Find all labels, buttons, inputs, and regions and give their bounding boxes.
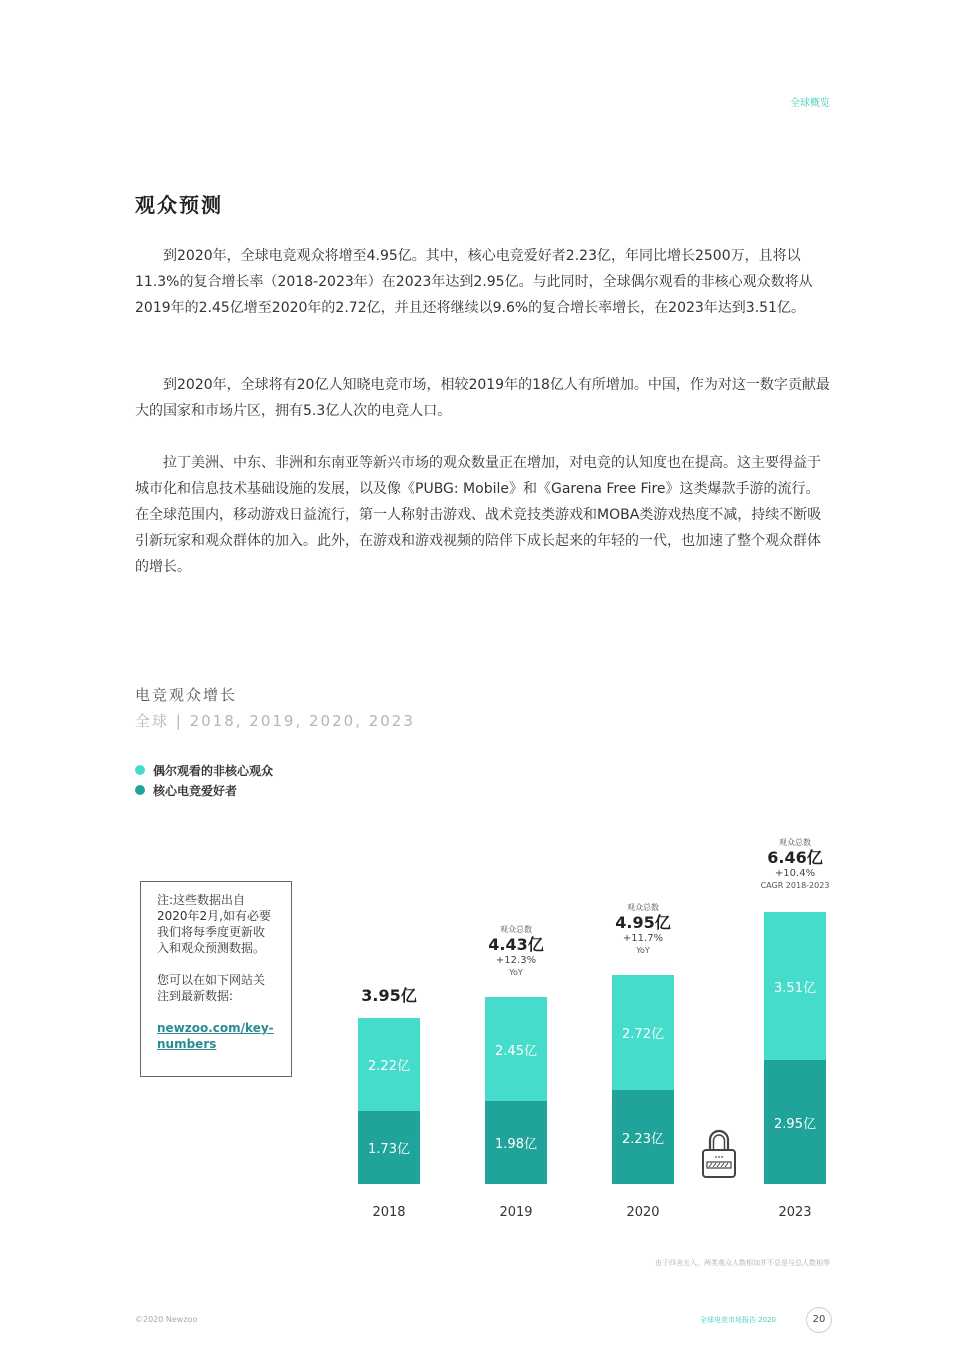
total-growth: +10.4% (774, 868, 816, 879)
bar-segment-casual: 2.22亿 (358, 1018, 420, 1111)
bar-segment-casual: 3.51亿 (764, 912, 826, 1060)
bar-segment-core: 2.95亿 (764, 1060, 826, 1184)
chart-subtitle: 全球 | 2018, 2019, 2020, 2023 (135, 712, 415, 730)
note-text-1: 注:这些数据出自2020年2月,如有必要我们将每季度更新收入和观众预测数据。 (157, 893, 271, 955)
note-text-2: 您可以在如下网站关注到最新数据: (157, 973, 266, 1003)
bar-2023 (764, 912, 826, 1184)
total-caption: 观众总数 (779, 838, 811, 847)
total-caption: 观众总数 (627, 903, 659, 912)
bar-segment-core: 2.23亿 (612, 1090, 674, 1184)
total-note: YoY (509, 968, 523, 977)
total-growth: +11.7% (622, 933, 664, 944)
paragraph-2: 到2020年，全球将有20亿人知晓电竞市场，相较2019年的18亿人有所增加。中国，作为对这一数字贡献最大的国家和市场片区，拥有5.3亿人次的电竞人口。 (135, 377, 830, 419)
total-2019 (461, 924, 571, 978)
legend-label-casual: 偶尔观看的非核心观众 (153, 763, 274, 778)
legend-dot-casual-icon (135, 765, 145, 775)
total-growth: +12.3% (495, 955, 537, 966)
total-note: CAGR 2018-2023 (760, 881, 830, 890)
bar-segment-casual: 2.72亿 (612, 975, 674, 1090)
section-tag: 全球概览 (790, 98, 830, 109)
footer-report-name: 全球电竞市场报告 2020 (699, 1316, 776, 1324)
footer-copyright: ©2020 Newzoo (135, 1315, 198, 1324)
newzoo-key-numbers-link[interactable]: newzoo.com/key-numbers (157, 1021, 274, 1051)
total-2023 (740, 837, 850, 891)
paragraph-1: 到2020年，全球电竞观众将增至4.95亿。其中，核心电竞爱好者2.23亿，年同比增长2500万，且将以11.3%的复合增长率（2018-2023年）在2023年达到2.95亿。与此同时，全球偶尔观看的非核心观众数将从2019年的2.45亿增至2020年的2.72亿，并且还将继续以9.6%的复合增长率增长，在2023年达到3.51亿。 (135, 248, 813, 316)
legend-item-casual (135, 760, 273, 780)
chart-legend (135, 760, 273, 800)
total-note: YoY (636, 946, 650, 955)
total-value: 4.43亿 (488, 935, 544, 954)
chart-footnote: 由于四舍五入，两类观众人数相加并不总是与总人数相等 (655, 1259, 830, 1267)
paragraph-3: 拉丁美洲、中东、非洲和东南亚等新兴市场的观众数量正在增加，对电竞的认知度也在提高。这主要得益于城市化和信息技术基础设施的发展，以及像《PUBG: Mobile》和《Garena Free Fire》这类爆款手游的流行。在全球范围内，移动游戏日益流行，第一人称射击游戏、战术竞技类游戏和MOBA类游戏热度不减，持续不断吸引新玩家和观众群体的加入。此外，在游戏和游戏视频的陪伴下成长起来的年轻的一代，也加速了整个观众群体的增长。 (135, 455, 822, 575)
bar-segment-core: 1.73亿 (358, 1111, 420, 1184)
bar-2019 (485, 997, 547, 1184)
total-value: 6.46亿 (767, 848, 823, 867)
legend-item-core (135, 780, 273, 800)
data-note-box (140, 881, 292, 1077)
x-label-2019: 2019 (499, 1205, 533, 1220)
legend-label-core: 核心电竞爱好者 (153, 783, 238, 798)
total-2018 (334, 986, 444, 1006)
total-value: 4.95亿 (615, 913, 671, 932)
bar-segment-casual: 2.45亿 (485, 997, 547, 1101)
total-2020 (588, 902, 698, 956)
page-title: 观众预测 (135, 193, 223, 217)
x-label-2023: 2023 (778, 1205, 812, 1220)
bar-2018 (358, 1018, 420, 1184)
x-label-2018: 2018 (372, 1205, 406, 1220)
x-label-2020: 2020 (626, 1205, 660, 1220)
chart-title: 电竞观众增长 (135, 686, 238, 704)
total-value: 3.95亿 (361, 986, 417, 1005)
bar-2020 (612, 975, 674, 1184)
page-number: 20 (806, 1307, 832, 1333)
legend-dot-core-icon (135, 785, 145, 795)
lock-icon (700, 1128, 738, 1180)
bar-segment-core: 1.98亿 (485, 1101, 547, 1184)
total-caption: 观众总数 (500, 925, 532, 934)
